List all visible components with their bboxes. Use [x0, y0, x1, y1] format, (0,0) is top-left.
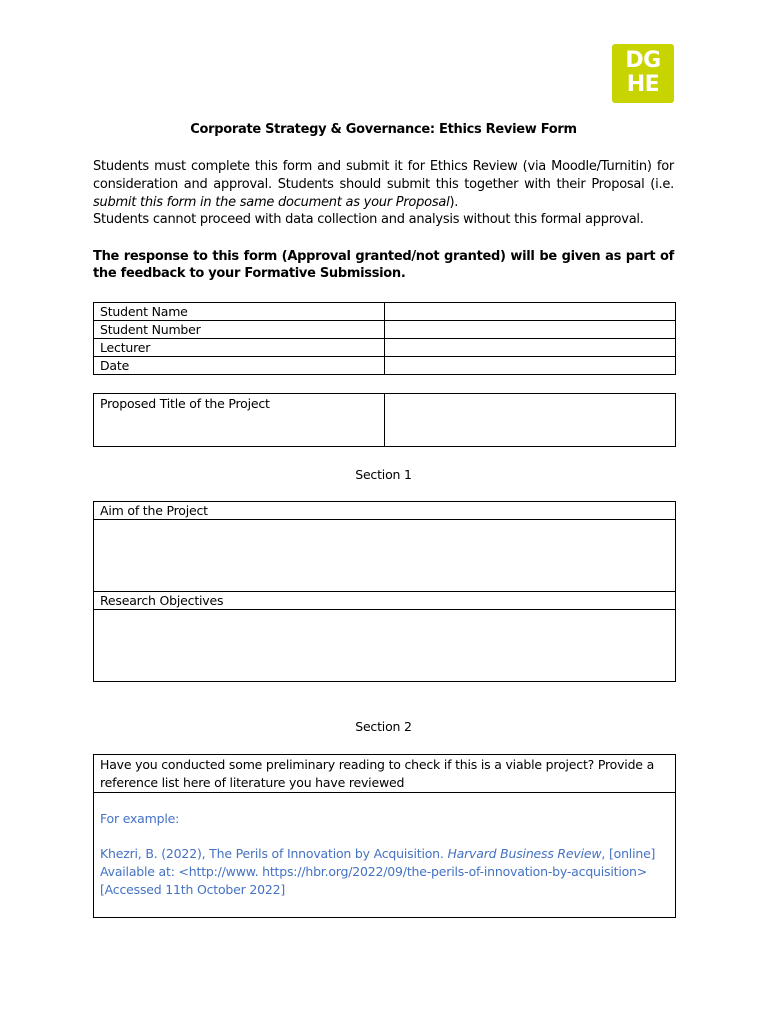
example-label: For example:	[100, 811, 180, 826]
intro-line3: Students cannot proceed with data collection and analysis without this formal approval.	[93, 212, 644, 228]
example-reference	[100, 845, 669, 899]
student-details-table	[93, 302, 676, 375]
reference-part2: , [online] Available at: <http://www. https://hbr.org/2022/09/the-perils-of-innovation-by-acquisition> [Accessed 11th October 2022]	[100, 846, 656, 897]
table-row	[94, 610, 676, 682]
section-1-table	[93, 501, 676, 682]
table-row	[94, 357, 676, 375]
intro-part2: ).	[449, 194, 459, 210]
date-field[interactable]	[385, 357, 676, 375]
student-name-field[interactable]	[385, 303, 676, 321]
reference-part1: Khezri, B. (2022), The Perils of Innovation by Acquisition.	[100, 846, 448, 861]
section-2-table	[93, 754, 676, 918]
section-2-label: Section 2	[355, 719, 412, 734]
intro-italic: submit this form in the same document as your Proposal	[93, 194, 450, 210]
table-row	[94, 502, 676, 520]
table-row	[94, 520, 676, 592]
intro-part1: Students must complete this form and submit it for Ethics Review (via Moodle/Turnitin) for consideration and approval. Students should submit this together with their Proposal (i.e.	[93, 159, 674, 192]
preliminary-reading-question: Have you conducted some preliminary reading to check if this is a viable project? Provide a reference list here of literature you have reviewed	[94, 755, 676, 793]
form-title: Corporate Strategy & Governance: Ethics Review Form	[190, 122, 577, 137]
objectives-label: Research Objectives	[94, 592, 676, 610]
approval-notice: The response to this form (Approval granted/not granted) will be given as part of the feedback to your Formative Submission.	[93, 249, 674, 281]
table-row	[94, 592, 676, 610]
lecturer-field[interactable]	[385, 339, 676, 357]
aim-field[interactable]	[94, 520, 676, 592]
table-row	[94, 394, 676, 447]
table-row	[94, 339, 676, 357]
project-title-table	[93, 393, 676, 447]
table-row	[94, 793, 676, 918]
date-label: Date	[94, 357, 385, 375]
logo-line-2: HE	[626, 72, 660, 97]
reference-list-field[interactable]	[94, 793, 676, 918]
student-number-field[interactable]	[385, 321, 676, 339]
intro-paragraph	[93, 158, 674, 211]
lecturer-label: Lecturer	[94, 339, 385, 357]
table-row	[94, 303, 676, 321]
table-row	[94, 321, 676, 339]
logo-line-1: DG	[625, 48, 661, 73]
table-row	[94, 755, 676, 793]
aim-label: Aim of the Project	[94, 502, 676, 520]
project-title-label: Proposed Title of the Project	[94, 394, 385, 447]
project-title-field[interactable]	[385, 394, 676, 447]
student-number-label: Student Number	[94, 321, 385, 339]
section-1-label: Section 1	[355, 467, 412, 482]
intro-text	[93, 158, 674, 229]
dghe-logo	[612, 44, 674, 103]
reference-italic: Harvard Business Review	[447, 846, 602, 861]
student-name-label: Student Name	[94, 303, 385, 321]
objectives-field[interactable]	[94, 610, 676, 682]
